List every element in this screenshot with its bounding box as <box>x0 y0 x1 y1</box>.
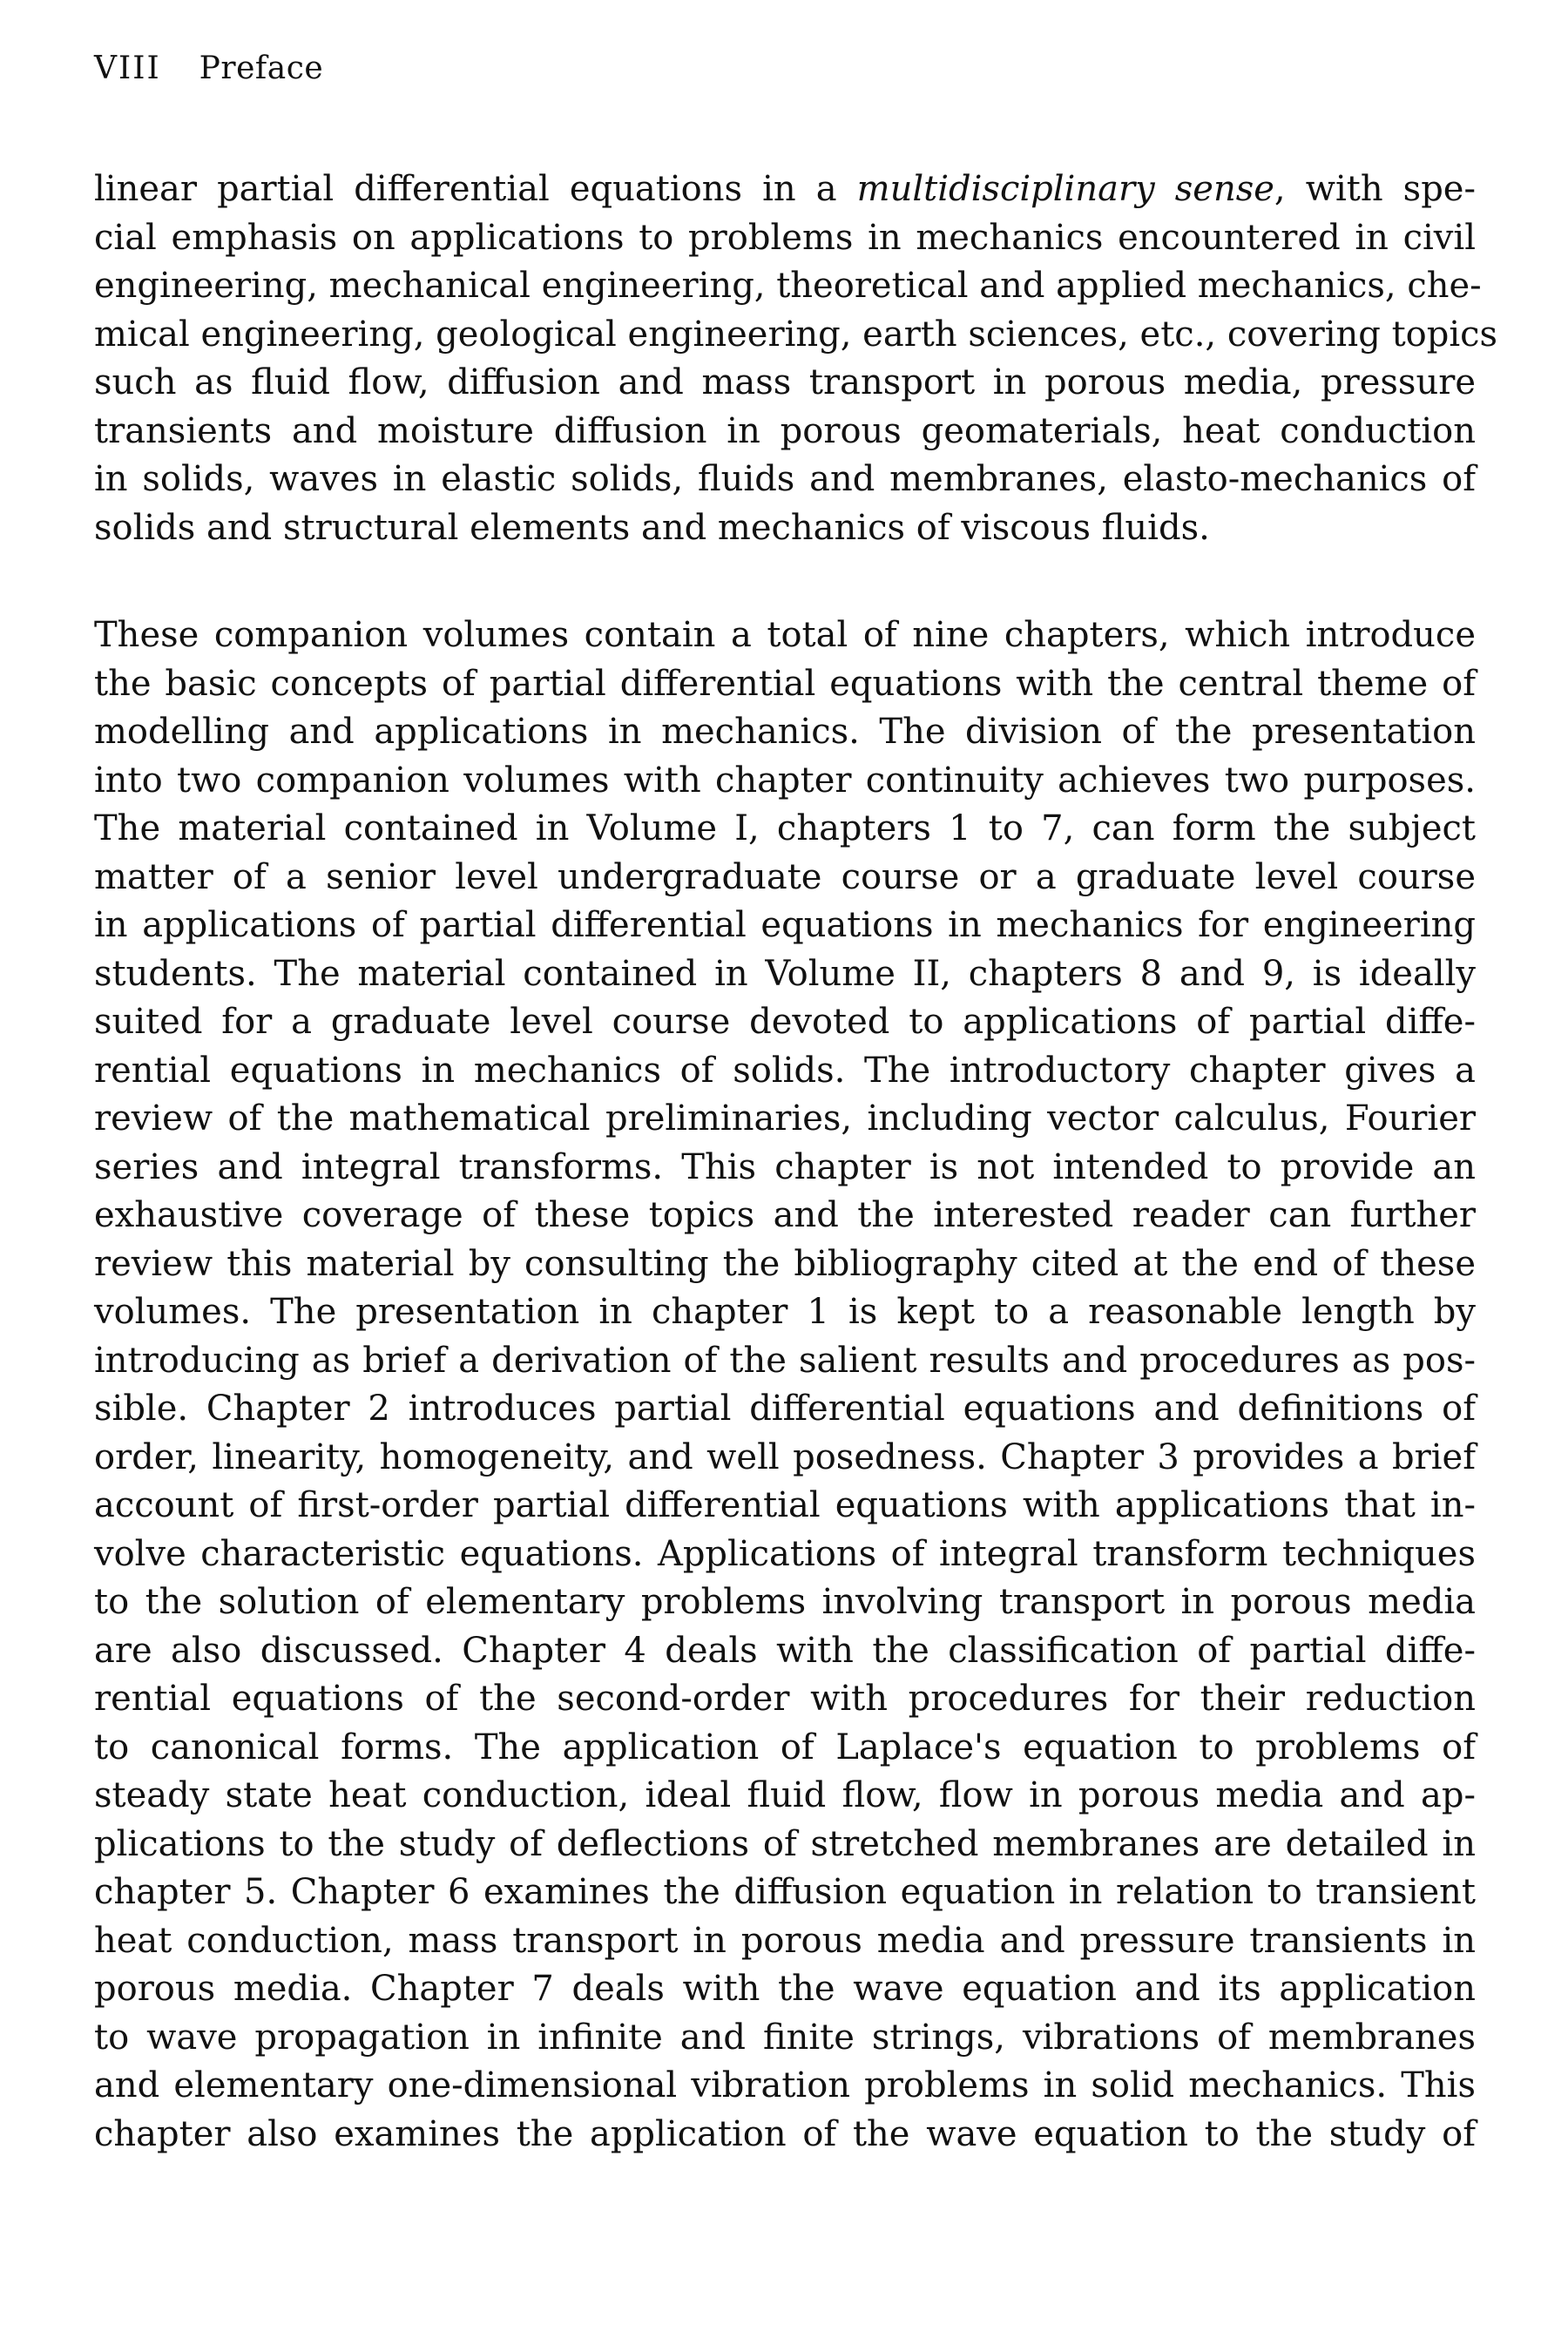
text-line: order, linearity, homogeneity, and well posedness. Chapter 3 provides a brief <box>94 1436 1476 1477</box>
text-line: into two companion volumes with chapter continuity achieves two purposes. <box>94 760 1476 801</box>
text-line: chapter also examines the application of the wave equation to the study of <box>94 2113 1476 2154</box>
text-line: cial emphasis on applications to problems in mechanics encountered in civil <box>94 217 1476 258</box>
text-line: in applications of partial differential equations in mechanics for engineering <box>94 905 1476 945</box>
paragraph-1 <box>94 166 1498 552</box>
text-line: suited for a graduate level course devoted to applications of partial diffe- <box>94 1002 1476 1042</box>
text-line: account of first-order partial differential equations with applications that in- <box>94 1485 1476 1525</box>
running-head <box>94 51 323 86</box>
text-line: exhaustive coverage of these topics and the interested reader can further <box>94 1195 1476 1235</box>
text-line: rential equations of the second-order with procedures for their reduction <box>94 1679 1476 1719</box>
text-line: the basic concepts of partial differential equations with the central theme of <box>94 663 1476 704</box>
text-line: volumes. The presentation in chapter 1 is kept to a reasonable length by <box>94 1292 1476 1332</box>
text-line: rential equations in mechanics of solids. The introductory chapter gives a <box>94 1050 1476 1091</box>
text-line: engineering, mechanical engineering, theoretical and applied mechanics, che- <box>94 266 1482 306</box>
text-line: to wave propagation in infinite and finite strings, vibrations of membranes <box>94 2017 1476 2058</box>
text-line: solids and structural elements and mechanics of viscous fluids. <box>94 507 1210 548</box>
text-line: and elementary one-dimensional vibration problems in solid mechanics. This <box>94 2065 1476 2105</box>
text-line: introducing as brief a derivation of the salient results and procedures as pos- <box>94 1340 1476 1381</box>
text-line: modelling and applications in mechanics. The division of the presentation <box>94 712 1476 752</box>
text-line: steady state heat conduction, ideal fluid flow, flow in porous media and ap- <box>94 1775 1476 1815</box>
text-line: porous media. Chapter 7 deals with the wave equation and its application <box>94 1969 1476 2009</box>
section-title: Preface <box>199 51 324 86</box>
text-line: chapter 5. Chapter 6 examines the diffusion equation in relation to transient <box>94 1872 1476 1912</box>
text-line: plications to the study of deflections of stretched membranes are detailed in <box>94 1823 1476 1864</box>
text-line: heat conduction, mass transport in porous media and pressure transients in <box>94 1920 1476 1961</box>
text-line: transients and moisture diffusion in porous geomaterials, heat conduction <box>94 410 1476 451</box>
text-line: linear partial differential equations in a multidisciplinary sense, with spe- <box>94 169 1476 209</box>
emphasis-text: multidisciplinary sense <box>856 169 1274 209</box>
text-line: mical engineering, geological engineering, earth sciences, etc., covering topics <box>94 314 1498 355</box>
text-line: series and integral transforms. This chapter is not intended to provide an <box>94 1146 1476 1187</box>
text-line: in solids, waves in elastic solids, fluids and membranes, elasto-mechanics of <box>94 459 1476 499</box>
text-line: are also discussed. Chapter 4 deals with the classification of partial diffe- <box>94 1630 1476 1671</box>
page-number: VIII <box>94 51 161 86</box>
text-line: These companion volumes contain a total of nine chapters, which introduce <box>94 615 1476 655</box>
text-line: students. The material contained in Volume II, chapters 8 and 9, is ideally <box>94 953 1476 994</box>
text-line: to canonical forms. The application of Laplace's equation to problems of <box>94 1727 1476 1767</box>
text-line: review this material by consulting the bibliography cited at the end of these <box>94 1243 1476 1284</box>
text-line: to the solution of elementary problems involving transport in porous media <box>94 1582 1476 1622</box>
text-line: matter of a senior level undergraduate course or a graduate level course <box>94 856 1476 897</box>
paragraph-2 <box>94 612 1476 2159</box>
text-line: such as fluid flow, diffusion and mass transport in porous media, pressure <box>94 362 1476 402</box>
text-line: sible. Chapter 2 introduces partial differential equations and definitions of <box>94 1389 1476 1429</box>
text-line: volve characteristic equations. Applications of integral transform techniques <box>94 1533 1476 1574</box>
text-line: The material contained in Volume I, chapters 1 to 7, can form the subject <box>94 808 1476 848</box>
text-line: review of the mathematical preliminaries, including vector calculus, Fourier <box>94 1098 1476 1139</box>
